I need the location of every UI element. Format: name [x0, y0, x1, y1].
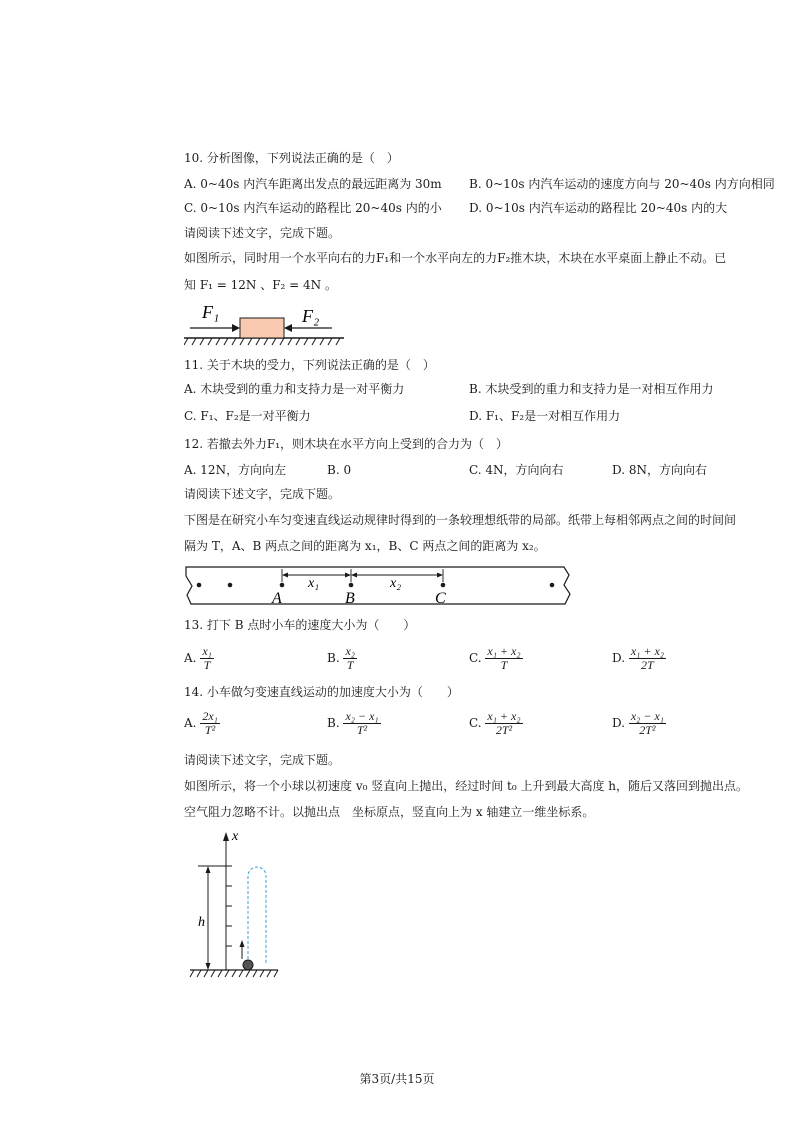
q12-option-b: B. 0 [327, 463, 352, 477]
tape-dot-c [441, 583, 446, 588]
ball [243, 960, 253, 970]
q14-option-c: C. $\frac{\text{x₁ + x₂}}{\text{2T²}}$ [469, 709, 521, 737]
ball-throw-figure [186, 828, 286, 984]
q10-option-a: A. 0~40s 内汽车距离出发点的最远距离为 30m [184, 177, 442, 191]
q14-option-d: D. $\frac{\text{x₂ − x₁}}{\text{2T²}}$ [612, 709, 664, 737]
q11-option-c: C. F₁、F₂是一对平衡力 [184, 409, 311, 423]
label-a: A [272, 590, 282, 607]
q11-option-a: A. 木块受到的重力和支持力是一对平衡力 [184, 382, 405, 396]
intro-2: 请阅读下述文字，完成下题。 [184, 487, 341, 501]
label-c: C [435, 590, 446, 607]
velocity-arrow-icon [240, 940, 245, 947]
q14-stem: 14. 小车做匀变速直线运动的加速度大小为（ ） [184, 685, 459, 699]
passage-1-line-1: 如图所示，同时用一个水平向右的力F₁和一个水平向左的力F₂推木块，木块在水平桌面上静止不动。已 [184, 251, 727, 265]
q10-option-c: C. 0~10s 内汽车运动的路程比 20~40s 内的小 [184, 201, 442, 215]
q12-option-c: C. 4N，方向向右 [469, 463, 564, 477]
q12-option-d: D. 8N，方向向右 [612, 463, 707, 477]
block-force-figure [184, 298, 344, 348]
trajectory-path [248, 867, 266, 964]
q13-option-c: C. $\frac{\text{x₁ + x₂}}{T}$ [469, 644, 521, 672]
passage-2-line-1: 下图是在研究小车匀变速直线运动规律时得到的一条较理想纸带的局部。纸带上每相邻两点之间的时间间 [184, 513, 737, 527]
label-f1: F₁ [202, 302, 220, 322]
arrow-left-icon [284, 324, 292, 332]
intro-1: 请阅读下述文字，完成下题。 [184, 226, 341, 240]
q13-option-b: B. $\frac{\text{x₂}}{T}$ [327, 644, 355, 672]
q14-option-a: A. $\frac{\text{2x₁}}{\text{T²}}$ [184, 709, 218, 737]
q12-option-a: A. 12N，方向向左 [184, 463, 287, 477]
q10-stem: 10. 分析图像，下列说法正确的是（ ） [184, 151, 399, 165]
intro-3: 请阅读下述文字，完成下题。 [184, 753, 341, 767]
q11-option-d: D. F₁、F₂是一对相互作用力 [469, 409, 621, 423]
x-axis-arrow-icon [223, 832, 229, 841]
q13-option-a: A. $\frac{\text{x₁}}{T}$ [184, 644, 212, 672]
label-b: B [345, 590, 355, 607]
arrow-right-icon [232, 324, 240, 332]
q11-option-b: B. 木块受到的重力和支持力是一对相互作用力 [469, 382, 714, 396]
tape-dot [197, 583, 202, 588]
tape-dot [228, 583, 233, 588]
passage-2-line-2: 隔为 T，A、B 两点之间的距离为 x₁，B、C 两点之间的距离为 x₂。 [184, 539, 546, 553]
label-x: x [232, 829, 239, 844]
q14-option-b: B. $\frac{\text{x₂ − x₁}}{\text{T²}}$ [327, 709, 379, 737]
q13-option-d: D. $\frac{\text{x₁ + x₂}}{2T}$ [612, 644, 664, 672]
paper-tape-figure [184, 560, 574, 608]
label-x1: x₁ [308, 576, 320, 591]
passage-3-line-2: 空气阻力忽略不计。以抛出点 坐标原点，竖直向上为 x 轴建立一维坐标系。 [184, 805, 595, 819]
label-f2: F₂ [302, 306, 320, 326]
q12-stem: 12. 若撤去外力F₁，则木块在水平方向上受到的合力为（ ） [184, 437, 509, 451]
label-h: h [198, 915, 205, 930]
label-x2: x₂ [390, 576, 402, 591]
q10-option-d: D. 0~10s 内汽车运动的路程比 20~40s 内的大 [469, 201, 728, 215]
tape-dot-b [349, 583, 354, 588]
q11-stem: 11. 关于木块的受力，下列说法正确的是（ ） [184, 358, 435, 372]
page-footer: 第3页/共15页 [359, 1072, 435, 1086]
tape-dot [550, 583, 555, 588]
passage-1-line-2: 知 F₁ = 12N 、F₂ = 4N 。 [184, 278, 337, 292]
q10-option-b: B. 0~10s 内汽车运动的速度方向与 20~40s 内方向相同 [469, 177, 775, 191]
passage-3-line-1: 如图所示，将一个小球以初速度 v₀ 竖直向上抛出，经过时间 t₀ 上升到最大高度 h，随后又落回到抛出点。 [184, 779, 749, 793]
q13-stem: 13. 打下 B 点时小车的速度大小为（ ） [184, 618, 416, 632]
wood-block [240, 318, 284, 338]
tape-dot-a [280, 583, 285, 588]
